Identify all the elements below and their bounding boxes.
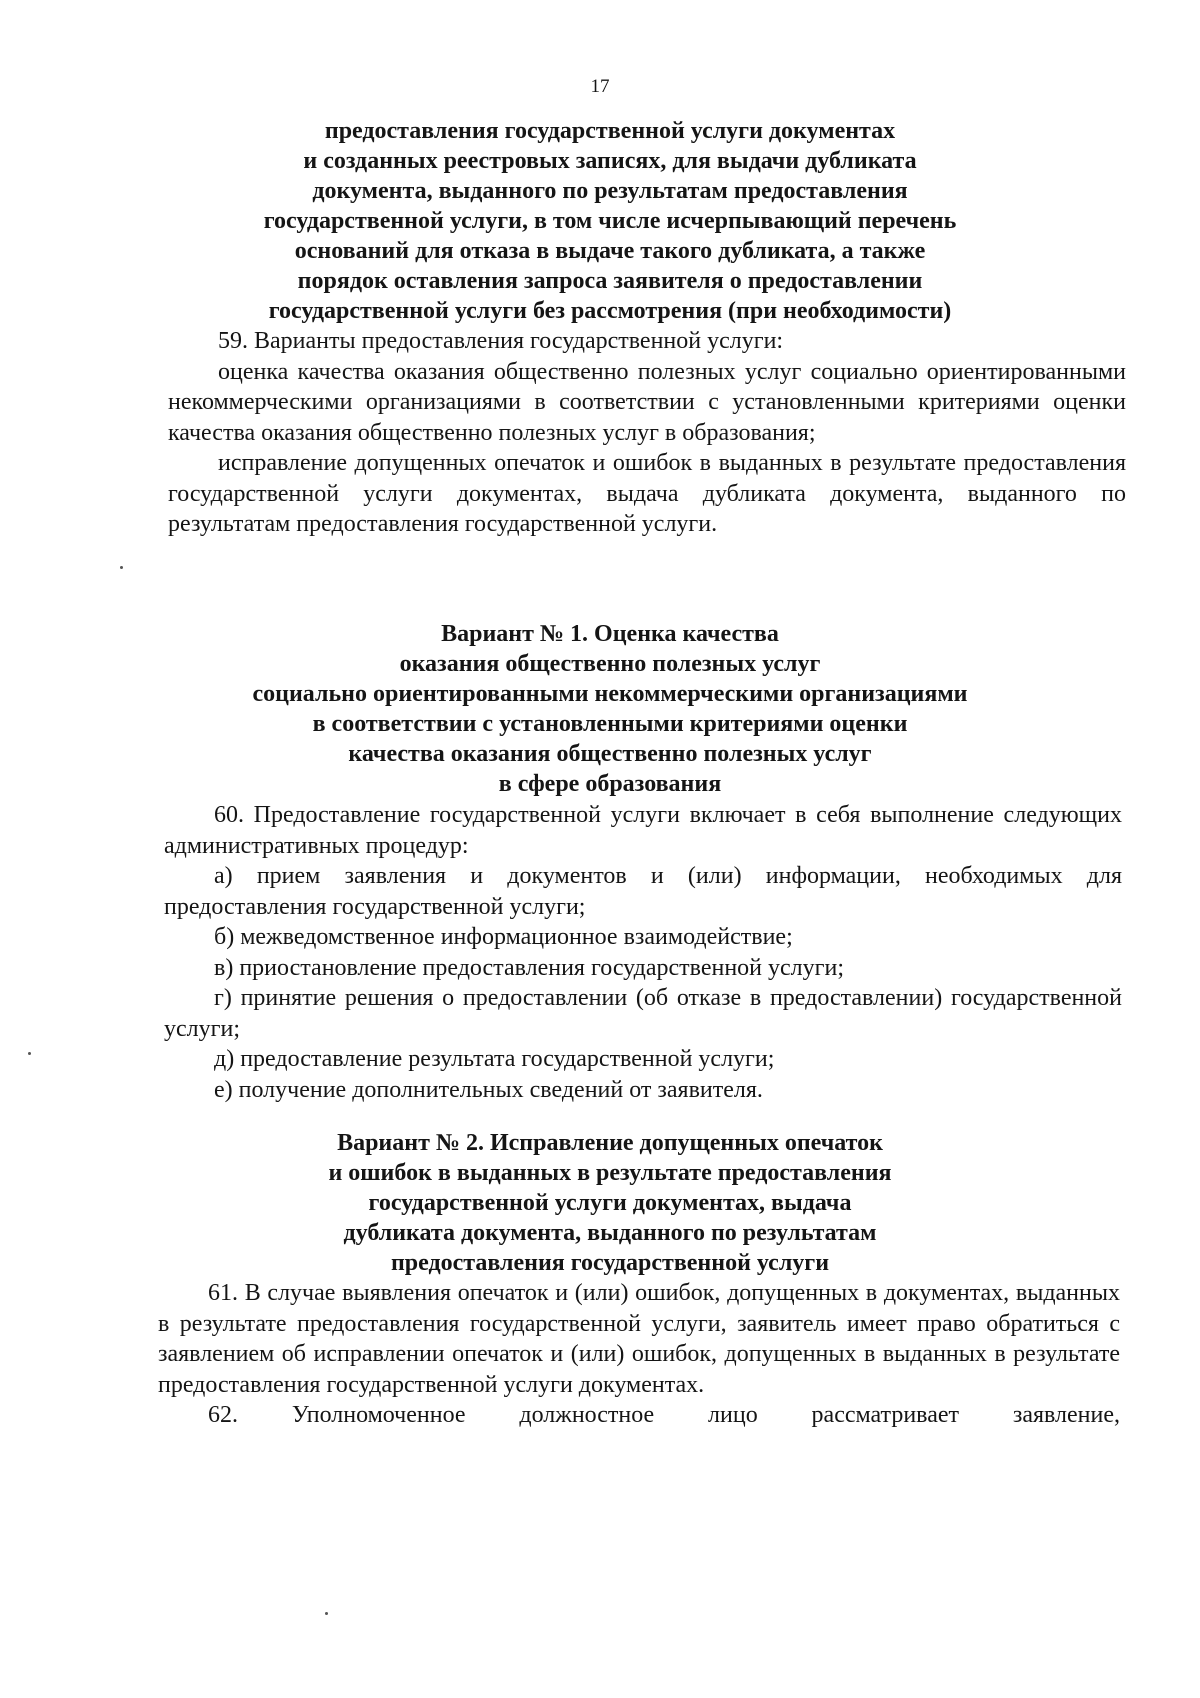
heading-line: дубликата документа, выданного по результатам [343,1220,877,1246]
variant-2-body [158,1278,1120,1431]
procedure-item: г) принятие решения о предоставлении (об отказе в предоставлении) государственной услуги; [164,985,1122,1042]
heading-line: в соответствии с установленными критериями оценки [312,711,908,737]
heading-line: и созданных реестровых записях, для выдачи дубликата [303,148,917,174]
heading-line: предоставления государственной услуги [390,1250,830,1276]
heading-line: Вариант № 1. Оценка качества [441,621,779,647]
variant-list-item: исправление допущенных опечаток и ошибок в выданных в результате предоставления государственной услуги документах, выдача дубликата документа, выданного по результатам предоставления государственной услуги. [168,450,1126,537]
variant-list-item: оценка качества оказания общественно полезных услуг социально ориентированными некоммерческими организациями в соответствии с установленными критериями оценки качества оказания общественно полезных услуг в образования; [168,358,1126,446]
heading-line: государственной услуги, в том числе исчерпывающий перечень [263,208,957,234]
heading-line: предоставления государственной услуги документах [324,118,896,144]
heading-line: в сфере образования [498,771,722,797]
procedure-item: б) межведомственное информационное взаимодействие; [214,924,793,950]
paragraph-61: 61. В случае выявления опечаток и (или) ошибок, допущенных в документах, выданных в результате предоставления государственной услуги, заявитель имеет право обратиться с заявлением об исправлении опечаток и (или) ошибок, допущенных в выданных в результате предоставления государственной услуги документах. [158,1280,1120,1398]
variant-1-heading [150,619,1070,799]
procedure-item: е) получение дополнительных сведений от заявителя. [214,1076,763,1103]
paragraph-59-intro: 59. Варианты предоставления государственной услуги: [218,328,784,354]
procedure-item: в) приостановление предоставления государственной услуги; [214,954,844,981]
heading-line: государственной услуги документах, выдача [368,1190,852,1216]
variant-2-heading [150,1128,1070,1278]
heading-line: и ошибок в выданных в результате предоставления [328,1160,892,1186]
procedure-item: а) прием заявления и документов и (или) информации, необходимых для предоставления государственной услуги; [164,863,1122,920]
heading-line: оказания общественно полезных услуг [399,651,821,677]
heading-line: документа, выданного по результатам предоставления [312,178,908,204]
paragraph-60: 60. Предоставление государственной услуги включает в себя выполнение следующих административных процедур: [164,802,1122,859]
procedure-item: д) предоставление результата государственной услуги; [214,1046,775,1072]
section-heading-top [150,116,1070,326]
variant-1-body [164,800,1122,1105]
heading-line: оснований для отказа в выдаче такого дубликата, а также [294,238,926,264]
scan-speck [120,566,123,569]
scan-speck [28,1052,31,1055]
heading-line: государственной услуги без рассмотрения (при необходимости) [268,298,952,324]
heading-line: качества оказания общественно полезных услуг [348,741,872,767]
section-59 [168,326,1126,540]
heading-line: Вариант № 2. Исправление допущенных опечаток [337,1130,883,1156]
paragraph-62: 62. Уполномоченное должностное лицо рассматривает заявление, [208,1402,1120,1428]
heading-line: порядок оставления запроса заявителя о предоставлении [297,268,923,294]
scan-speck [325,1612,328,1615]
heading-line: социально ориентированными некоммерческими организациями [252,681,968,707]
page-number: 17 [590,76,610,97]
